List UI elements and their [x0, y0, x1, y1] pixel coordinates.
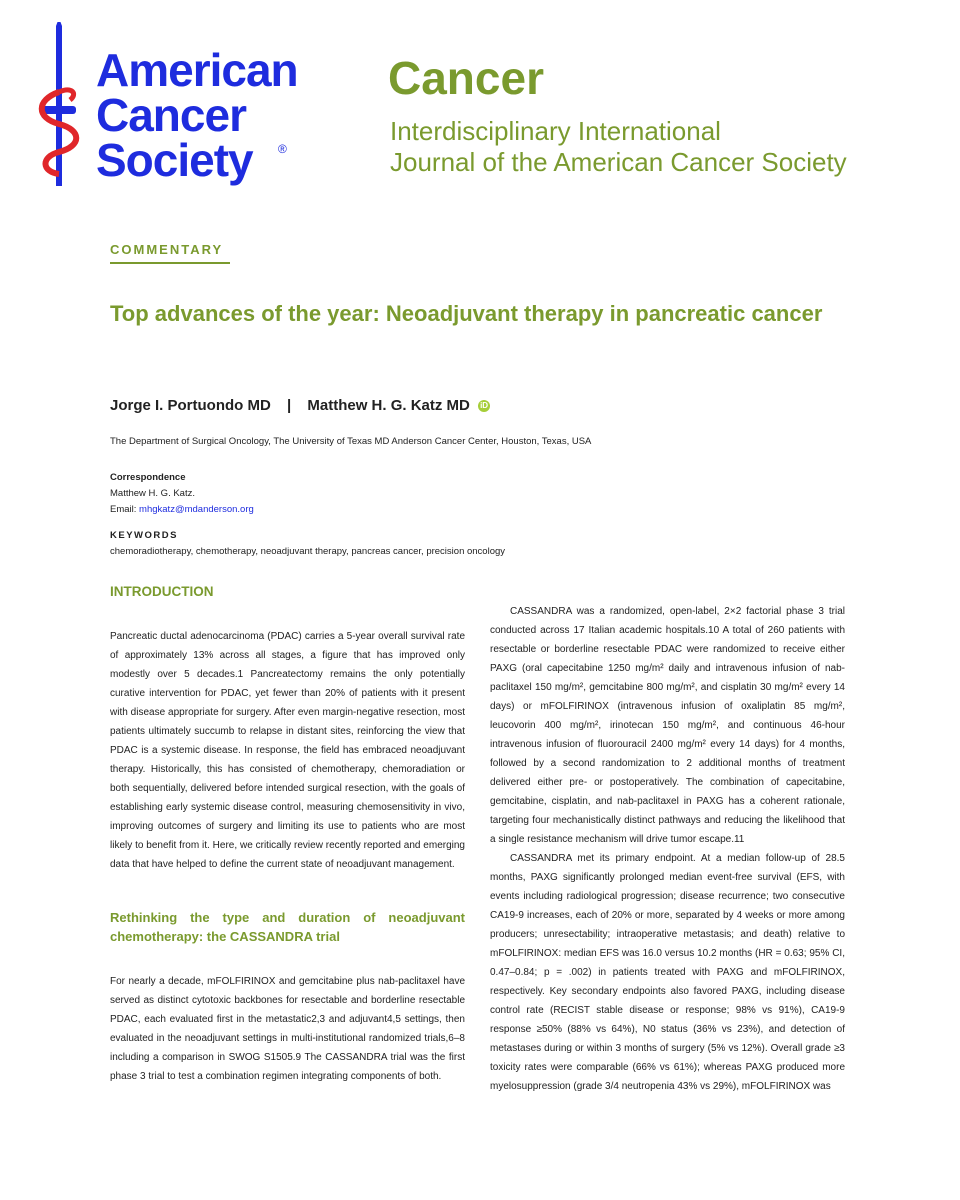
subsection-paragraph: For nearly a decade, mFOLFIRINOX and gemcitabine plus nab-paclitaxel have served as distinct cytotoxic backbones for resectable and borderline resectable PDAC, each evaluated first in the metastatic2,3 and adjuvant4,5 settings, then evaluated in the neoadjuvant settings in multi-institutional randomized trials,6–8 including a comparison in SWOG S1505.9 The CASSANDRA trial was the first phase 3 trial to test a combination regimen integrating components of both. — [110, 976, 465, 1082]
author-separator: | — [287, 397, 292, 414]
author-2[interactable]: Matthew H. G. Katz MD — [307, 397, 470, 414]
journal-subtitle — [390, 116, 847, 178]
section-label-underline — [110, 262, 230, 264]
correspondence-email-label: Email: — [110, 504, 137, 515]
right-paragraph-1: CASSANDRA was a randomized, open-label, 2×2 factorial phase 3 trial conducted across 17 Italian academic hospitals.10 A total of 260 patients with resectable or borderline resectable PDAC were randomized to receive either PAXG (oral capecitabine 1250 mg/m² daily and intravenous infusion of nab-paclitaxel 150 mg/m², gemcitabine 800 mg/m², and cisplatin 30 mg/m² every 14 days) or mFOLFIRINOX (intravenous infusion of oxaliplatin 85 mg/m², leucovorin 400 mg/m², irinotecan 150 mg/m², and continuous 46-hour intravenous infusion of fluorouracil 2400 mg/m² every 14 days) for 4 months, followed by a second randomization to 2 additional months of treatment delivered either pre- or postoperatively. The combination of capecitabine, gemcitabine, cisplatin, and nab-paclitaxel in PAXG has a coherent rationale, targeting four mechanistically distinct pathways and reducing the likelihood that a single resistance mechanism will drive tumor escape.11 — [490, 606, 845, 845]
society-line-3: Society — [96, 134, 253, 186]
registered-mark: ® — [278, 142, 287, 156]
intro-paragraph: Pancreatic ductal adenocarcinoma (PDAC) carries a 5-year overall survival rate of approximately 13% across all stages, a figure that has improved only modestly over 5 decades.1 Pancreatectomy remains the only potentially curative intervention for PDAC, yet fewer than 20% of patients with it present with disease appropriate for surgery. After even margin-negative resection, most patients ultimately succumb to relapse in distant sites, reinforcing the view that PDAC is a systemic disease. In response, the field has embraced neoadjuvant therapy. Historically, this has consisted of chemotherapy, chemoradiation or both sequentially, delivered before intended surgical resection, with the goals of establishing early systemic disease control, measuring chemosensitivity in vivo, improving outcomes of surgery and limiting its use to patients who are most likely to benefit from it. Here, we critically review recently reported and emerging data that have helped to define the current state of neoadjuvant management. — [110, 631, 465, 870]
author-1[interactable]: Jorge I. Portuondo MD — [110, 397, 271, 414]
journal-subtitle-line-2: Journal of the American Cancer Society — [390, 147, 847, 177]
article-title: Top advances of the year: Neoadjuvant therapy in pancreatic cancer — [110, 301, 823, 326]
right-column — [490, 602, 845, 1096]
journal-subtitle-line-1: Interdisciplinary International — [390, 116, 721, 146]
right-paragraph-2: CASSANDRA met its primary endpoint. At a median follow-up of 28.5 months, PAXG significantly prolonged median event-free survival (EFS, with events including radiological progression; disease recurrence; two consecutive CA19-9 increases, each of 20% or more, separated by 4 weeks or more among producers; unresectability; intraoperative metastasis; and death) relative to mFOLFIRINOX: median EFS was 16.0 versus 10.2 months (HR = 0.63; 95% CI, 0.47–0.84; p = .002) in patients treated with PAXG and mFOLFIRINOX, respectively. Key secondary endpoints also favored PAXG, including disease control rate (RECIST stable disease or response; 98% vs 91%), CA19-9 response ≥50% (88% vs 64%), N0 status (36% vs 23%), and detection of metastases during or within 3 months of surgery (5% vs 12%). Overall grade ≥3 toxicity rates were comparable (66% vs 61%); whereas PAXG produced more myelosuppression (grade 3/4 neutropenia 43% vs 29%), mFOLFIRINOX was — [490, 853, 845, 1092]
correspondence-email-link[interactable]: mhgkatz@mdanderson.org — [139, 504, 254, 515]
society-line-1: American — [96, 44, 298, 96]
keywords-label: KEYWORDS — [110, 530, 178, 541]
author-line — [110, 397, 490, 414]
intro-heading: INTRODUCTION — [110, 584, 214, 599]
section-label: COMMENTARY — [110, 242, 224, 257]
affiliation: The Department of Surgical Oncology, The University of Texas MD Anderson Cancer Center, Houston, Texas, USA — [110, 436, 592, 447]
correspondence-block — [110, 470, 254, 518]
sword-serpent-logo-icon — [28, 22, 90, 192]
subsection-heading: Rethinking the type and duration of neoadjuvant chemotherapy: the CASSANDRA trial — [110, 910, 465, 944]
society-name — [96, 44, 298, 186]
journal-header — [0, 0, 960, 210]
keywords-list: chemoradiotherapy, chemotherapy, neoadjuvant therapy, pancreas cancer, precision oncology — [110, 546, 506, 557]
correspondence-name: Matthew H. G. Katz. — [110, 488, 195, 499]
orcid-icon[interactable]: iD — [480, 401, 489, 411]
journal-title: Cancer — [388, 52, 544, 104]
left-column — [110, 580, 465, 1086]
keywords-block — [110, 528, 505, 560]
correspondence-label: Correspondence — [110, 472, 186, 483]
society-line-2: Cancer — [96, 89, 246, 141]
